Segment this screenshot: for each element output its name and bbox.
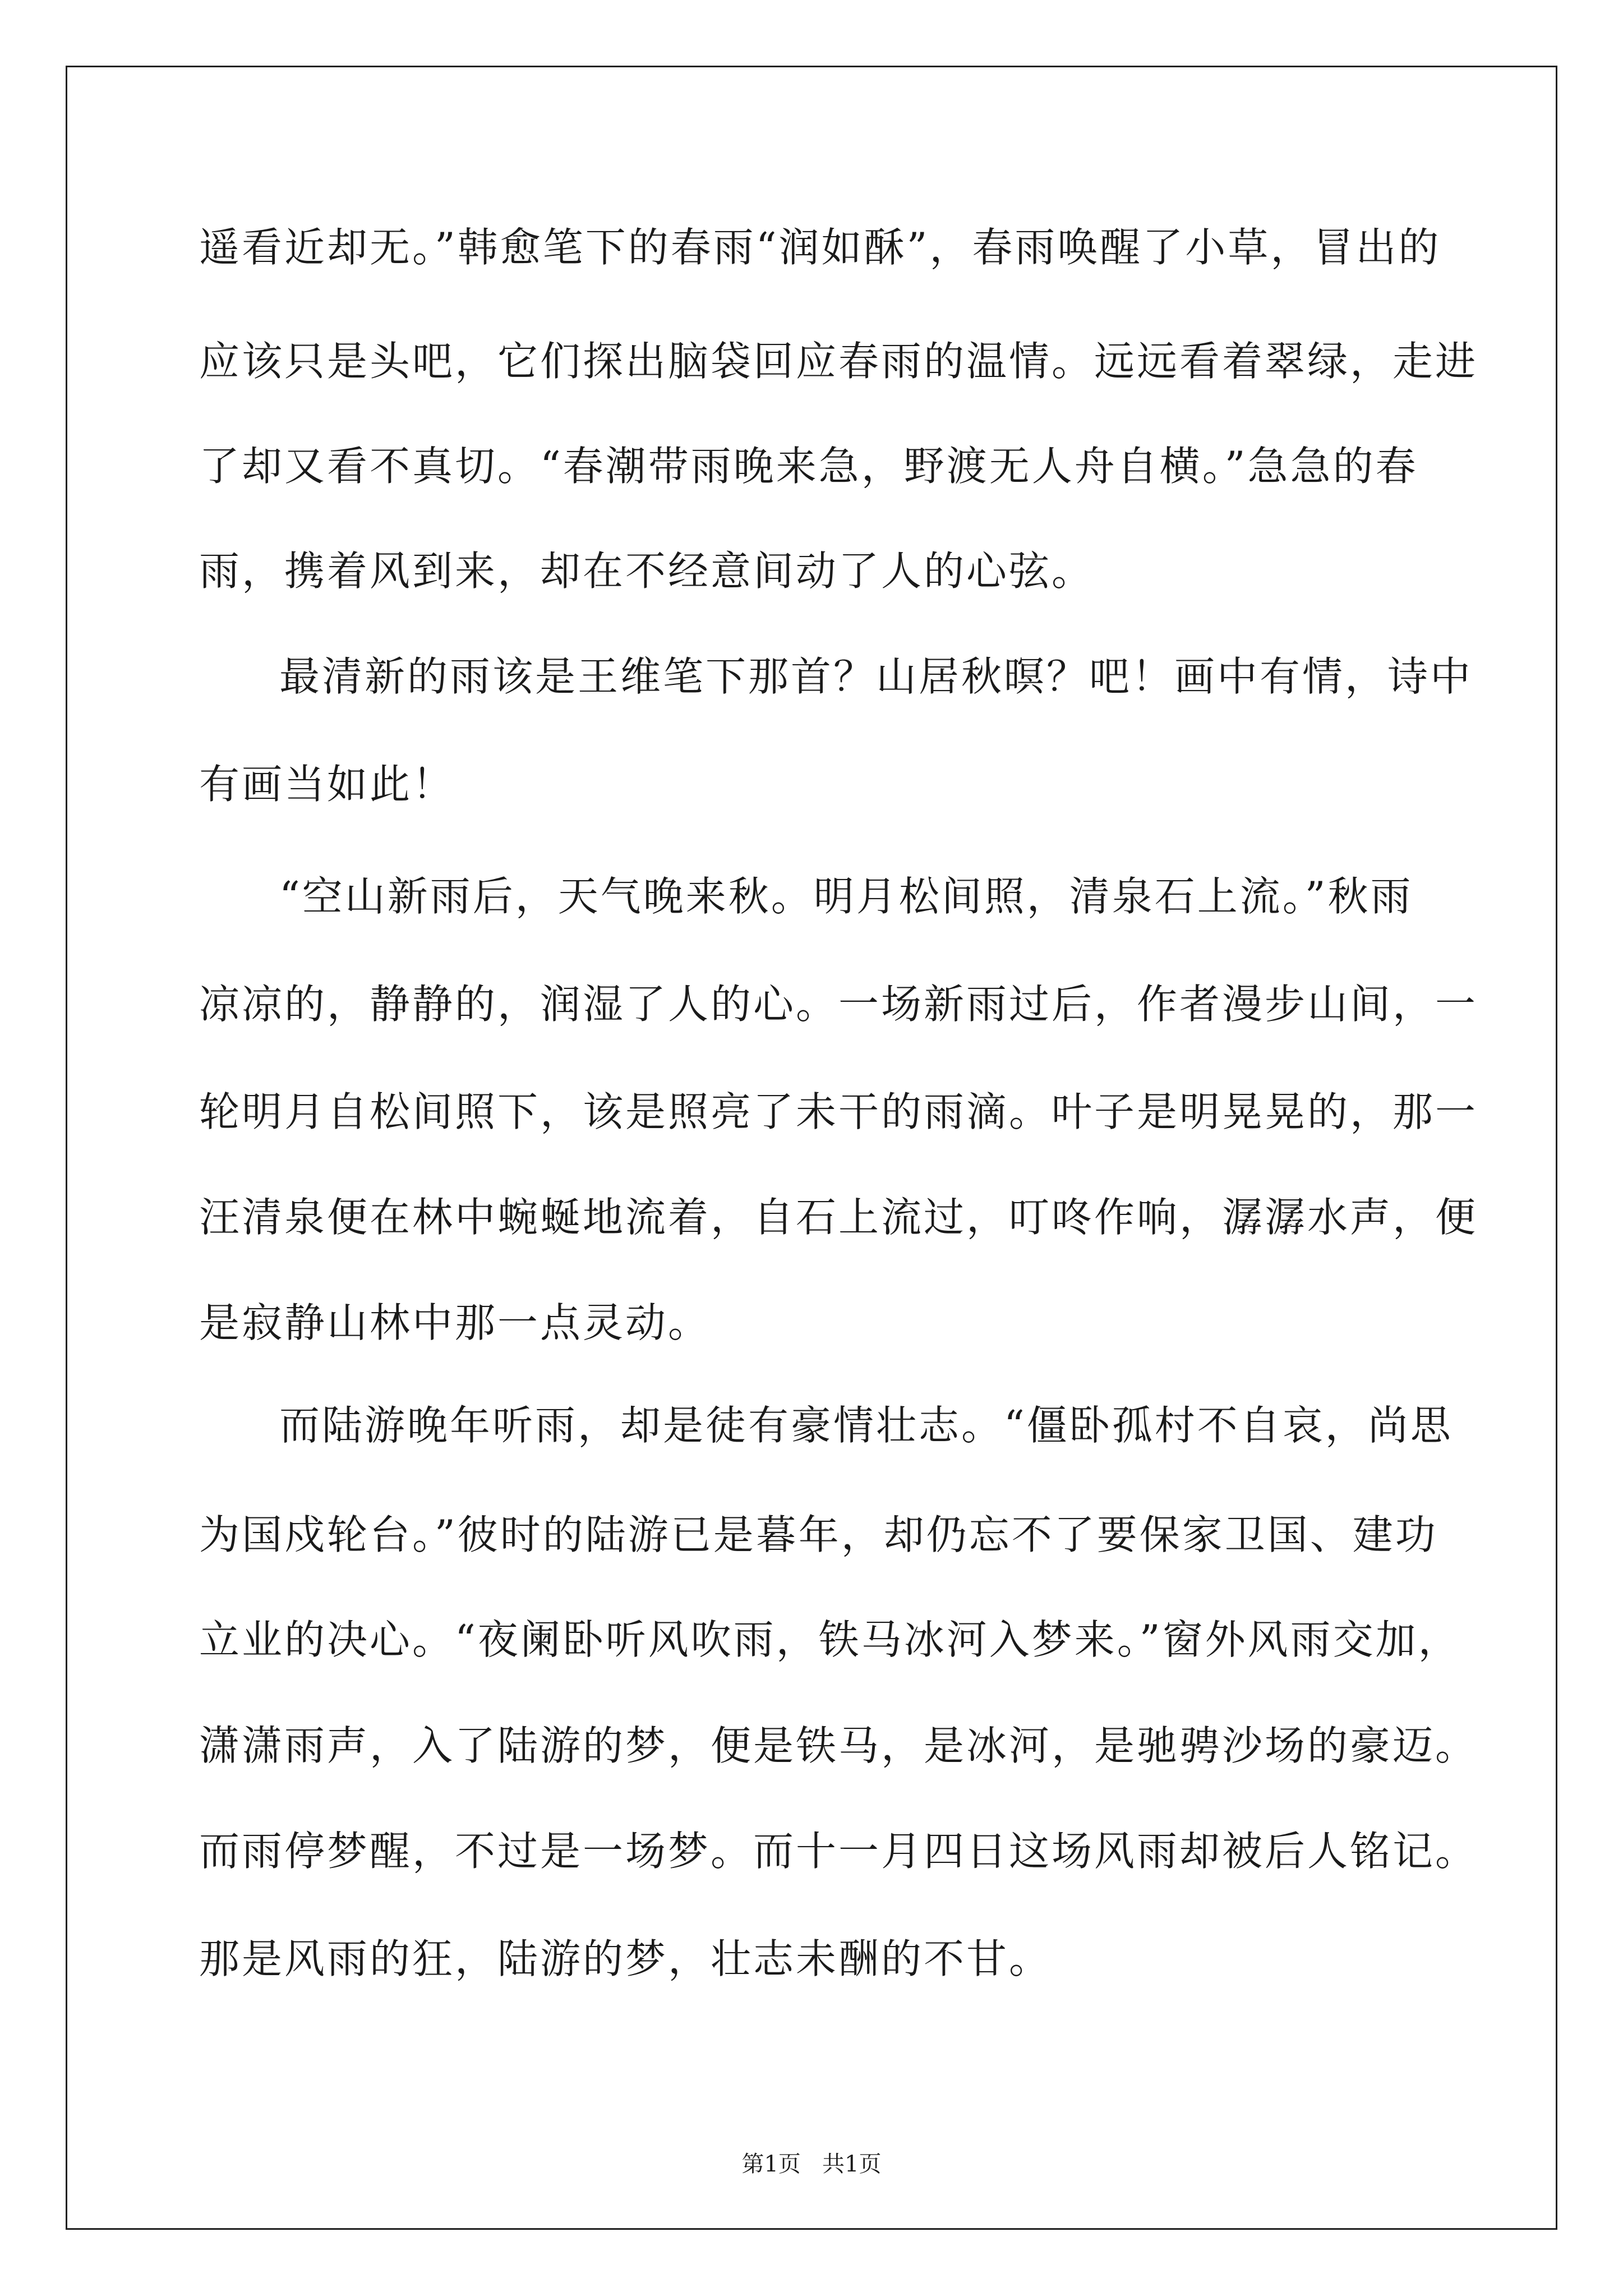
- text-line: 是寂静山林中那一点灵动。: [199, 1299, 711, 1346]
- text-line: 有画当如此！: [199, 761, 455, 808]
- text-line: 遥看近却无。”韩愈笔下的春雨“润如酥”，春雨唤醒了小草，冒出的: [199, 224, 1441, 271]
- text-line: 潇潇雨声，入了陆游的梦，便是铁马，是冰河，是驰骋沙场的豪迈。: [199, 1722, 1478, 1769]
- text-line: 那是风雨的狂，陆游的梦，壮志未酬的不甘。: [199, 1935, 1052, 1982]
- text-line: 应该只是头吧，它们探出脑袋回应春雨的温情。远远看着翠绿，走进: [199, 338, 1478, 385]
- text-line: 而雨停梦醒，不过是一场梦。而十一月四日这场风雨却被后人铭记。: [199, 1828, 1478, 1875]
- page-number-footer: 第1页 共1页: [741, 2151, 882, 2177]
- text-line: 了却又看不真切。“春潮带雨晚来急，野渡无人舟自横。”急急的春: [199, 443, 1418, 490]
- paragraph-start-line: 最清新的雨该是王维笔下那首？山居秋暝？吧！画中有情，诗中: [279, 653, 1473, 700]
- text-line: 凉凉的，静静的，润湿了人的心。一场新雨过后，作者漫步山间，一: [199, 981, 1478, 1028]
- text-line: 立业的决心。“夜阑卧听风吹雨，铁马冰河入梦来。”窗外风雨交加，: [199, 1616, 1461, 1663]
- page-border: [66, 66, 1557, 2230]
- text-line: 轮明月自松间照下，该是照亮了未干的雨滴。叶子是明晃晃的，那一: [199, 1088, 1478, 1135]
- text-line: 雨，携着风到来，却在不经意间动了人的心弦。: [199, 547, 1095, 595]
- text-line: 为国戍轮台。”彼时的陆游已是暮年，却仍忘不了要保家卫国、建功: [199, 1511, 1438, 1558]
- paragraph-start-line: “空山新雨后，天气晚来秋。明月松间照，清泉石上流。”秋雨: [279, 873, 1413, 920]
- paragraph-start-line: 而陆游晚年听雨，却是徒有豪情壮志。“僵卧孤村不自哀，尚思: [279, 1402, 1453, 1449]
- text-line: 汪清泉便在林中蜿蜒地流着，自石上流过，叮咚作响，潺潺水声，便: [199, 1194, 1478, 1241]
